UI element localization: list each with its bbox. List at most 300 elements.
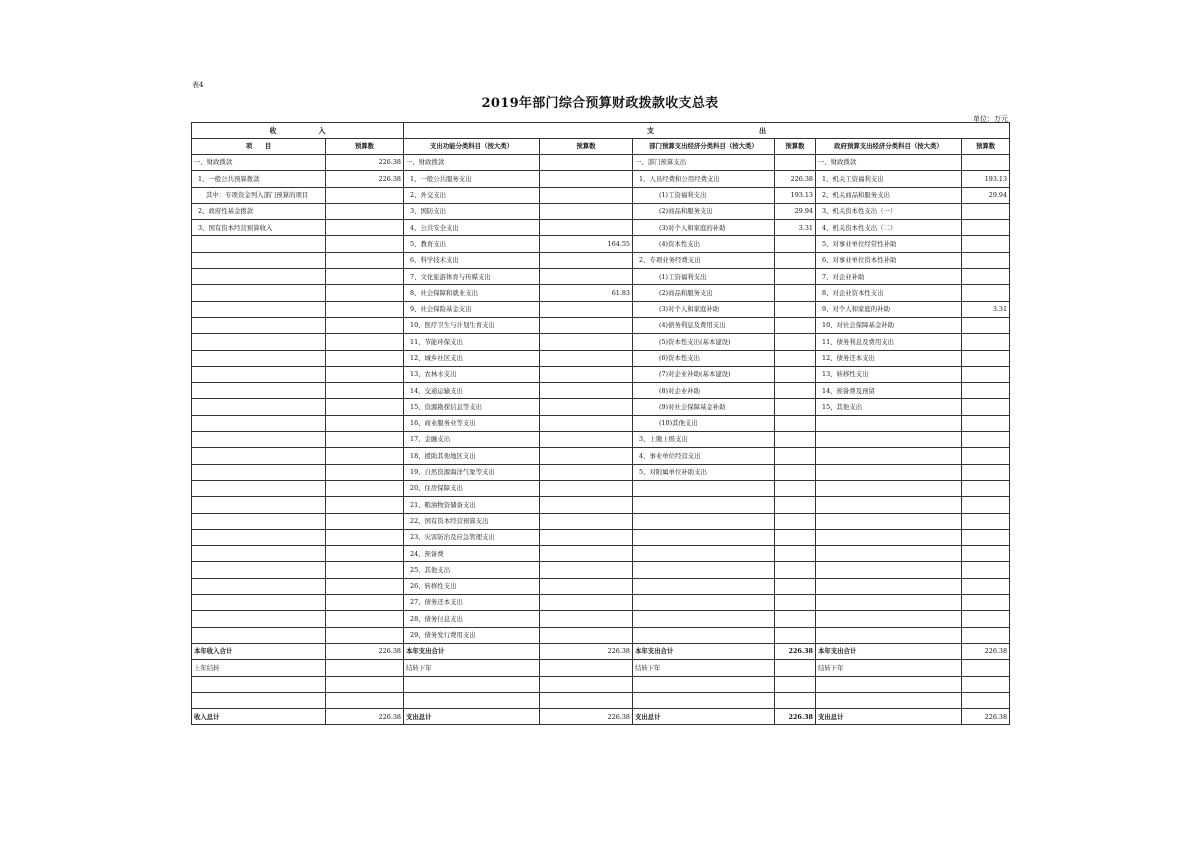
budget-amount-cell: [775, 611, 816, 627]
table-row: [192, 529, 1010, 545]
item-name-cell: [192, 317, 326, 333]
budget-amount-cell: 3.31: [962, 301, 1010, 317]
budget-amount-cell: [962, 203, 1010, 219]
item-name-cell: [192, 383, 326, 399]
budget-amount-cell: [962, 513, 1010, 529]
budget-amount-cell: [962, 578, 1010, 594]
budget-amount-cell: [540, 269, 633, 285]
budget-amount-cell: [775, 448, 816, 464]
item-name-cell: 4、公共安全支出: [404, 220, 540, 236]
budget-amount-cell: [962, 432, 1010, 448]
budget-amount-cell: [962, 611, 1010, 627]
empty-cell: [192, 676, 326, 692]
budget-amount-cell: [775, 350, 816, 366]
item-name-cell: [192, 350, 326, 366]
budget-amount-cell: 3.31: [775, 220, 816, 236]
item-name-cell: (6)资本性支出: [633, 350, 775, 366]
item-name-cell: [816, 546, 962, 562]
item-name-cell: 1、人员经费和公用经费支出: [633, 171, 775, 187]
item-name-cell: 一、财政拨款: [192, 155, 326, 171]
budget-amount-cell: [540, 203, 633, 219]
budget-amount-cell: [962, 334, 1010, 350]
total-label-cell: 支出总计: [404, 709, 540, 725]
budget-amount-cell: [326, 399, 404, 415]
budget-amount-cell: [775, 546, 816, 562]
item-name-cell: (5)资本性支出(基本建设): [633, 334, 775, 350]
table-row: [192, 317, 1010, 333]
empty-cell: [326, 676, 404, 692]
item-name-cell: (3)对个人和家庭的补助: [633, 220, 775, 236]
item-name-cell: 22、国有资本经营预算支出: [404, 513, 540, 529]
item-name-cell: 5、教育支出: [404, 236, 540, 252]
budget-amount-cell: [775, 285, 816, 301]
item-name-cell: [816, 415, 962, 431]
item-name-cell: 13、农林水支出: [404, 366, 540, 382]
budget-amount-cell: [962, 350, 1010, 366]
budget-amount-cell: [962, 252, 1010, 268]
item-name-cell: 28、债务付息支出: [404, 611, 540, 627]
item-name-cell: 1、机关工资福利支出: [816, 171, 962, 187]
item-name-cell: [192, 562, 326, 578]
budget-amount-cell: [540, 611, 633, 627]
budget-amount-cell: 29.94: [962, 187, 1010, 203]
col-dept-econ-header: 部门预算支出经济分类科目（按大类）: [633, 139, 775, 155]
item-name-cell: 11、节能环保支出: [404, 334, 540, 350]
item-name-cell: [816, 464, 962, 480]
item-name-cell: [816, 480, 962, 496]
budget-amount-cell: [540, 350, 633, 366]
item-name-cell: [192, 611, 326, 627]
item-name-cell: 15、资源勘探信息等支出: [404, 399, 540, 415]
empty-cell: [775, 660, 816, 676]
budget-amount-cell: [962, 220, 1010, 236]
item-name-cell: 3、国防支出: [404, 203, 540, 219]
item-name-cell: 8、对企业资本性支出: [816, 285, 962, 301]
col-budget-header: 预算数: [540, 139, 633, 155]
table-row: [192, 366, 1010, 382]
item-name-cell: [816, 595, 962, 611]
table-row: [192, 513, 1010, 529]
col-budget-header: 预算数: [962, 139, 1010, 155]
budget-amount-cell: [540, 595, 633, 611]
budget-amount-cell: [540, 529, 633, 545]
item-name-cell: (9)对社会保障基金补助: [633, 399, 775, 415]
carry-label-cell: 结转下年: [816, 660, 962, 676]
budget-amount-cell: [962, 562, 1010, 578]
budget-amount-cell: [540, 480, 633, 496]
item-name-cell: (1)工资福利支出: [633, 269, 775, 285]
blank-row: [192, 676, 1010, 692]
budget-amount-cell: [326, 432, 404, 448]
item-name-cell: 8、社会保障和就业支出: [404, 285, 540, 301]
budget-amount-cell: [775, 399, 816, 415]
budget-amount-cell: [775, 432, 816, 448]
empty-cell: [962, 660, 1010, 676]
item-name-cell: [633, 578, 775, 594]
table-row: [192, 220, 1010, 236]
item-name-cell: [192, 497, 326, 513]
item-name-cell: [816, 448, 962, 464]
item-name-cell: 9、社会保险基金支出: [404, 301, 540, 317]
table-row: [192, 350, 1010, 366]
table-row: [192, 399, 1010, 415]
item-name-cell: 26、转移性支出: [404, 578, 540, 594]
item-name-cell: 3、上缴上级支出: [633, 432, 775, 448]
budget-amount-cell: [962, 627, 1010, 643]
budget-amount-cell: [540, 513, 633, 529]
budget-amount-cell: [326, 301, 404, 317]
item-name-cell: 6、对事业单位资本性补助: [816, 252, 962, 268]
budget-amount-cell: [775, 269, 816, 285]
document-title: 2019年部门综合预算财政拨款收支总表: [481, 96, 719, 111]
item-name-cell: [633, 480, 775, 496]
table-row: [192, 480, 1010, 496]
item-name-cell: [633, 513, 775, 529]
item-name-cell: 其中：专项资金列入部门预算的项目: [192, 187, 326, 203]
empty-cell: [192, 692, 326, 708]
budget-amount-cell: [540, 627, 633, 643]
item-name-cell: (4)债务利息及费用支出: [633, 317, 775, 333]
budget-amount-cell: [326, 366, 404, 382]
table-row: [192, 546, 1010, 562]
item-name-cell: [192, 415, 326, 431]
item-name-cell: 25、其他支出: [404, 562, 540, 578]
budget-amount-cell: [775, 627, 816, 643]
budget-amount-cell: [540, 464, 633, 480]
budget-amount-cell: [540, 448, 633, 464]
empty-cell: [326, 692, 404, 708]
budget-amount-cell: [962, 285, 1010, 301]
budget-amount-cell: [962, 415, 1010, 431]
item-name-cell: 24、预备费: [404, 546, 540, 562]
budget-amount-cell: [326, 627, 404, 643]
item-name-cell: (7)对企业补助(基本建设): [633, 366, 775, 382]
budget-amount-cell: [540, 399, 633, 415]
total-amount-cell: 226.38: [775, 709, 816, 725]
empty-cell: [404, 676, 540, 692]
budget-amount-cell: [326, 269, 404, 285]
table-row: [192, 252, 1010, 268]
carry-label-cell: 上年结转: [192, 660, 326, 676]
budget-amount-cell: [962, 529, 1010, 545]
item-name-cell: 9、对个人和家庭的补助: [816, 301, 962, 317]
item-name-cell: [192, 513, 326, 529]
item-name-cell: 5、对事业单位经常性补助: [816, 236, 962, 252]
table-row: [192, 285, 1010, 301]
budget-amount-cell: [962, 399, 1010, 415]
item-name-cell: [192, 627, 326, 643]
budget-amount-cell: 226.38: [326, 171, 404, 187]
carry-over-row: [192, 660, 1010, 676]
budget-amount-cell: [326, 350, 404, 366]
item-name-cell: 3、机关资本性支出（一）: [816, 203, 962, 219]
budget-amount-cell: [962, 448, 1010, 464]
item-name-cell: [192, 432, 326, 448]
table-row: [192, 464, 1010, 480]
item-name-cell: [192, 252, 326, 268]
col-func-header: 支出功能分类科目（按大类）: [404, 139, 540, 155]
item-name-cell: [192, 595, 326, 611]
budget-amount-cell: [540, 155, 633, 171]
budget-amount-cell: [962, 383, 1010, 399]
budget-amount-cell: [326, 611, 404, 627]
budget-amount-cell: [775, 301, 816, 317]
budget-amount-cell: [326, 220, 404, 236]
total-label-cell: 本年支出合计: [633, 643, 775, 659]
carry-label-cell: 结转下年: [633, 660, 775, 676]
table-row: [192, 236, 1010, 252]
budget-amount-cell: [326, 203, 404, 219]
table-row: [192, 448, 1010, 464]
item-name-cell: [192, 448, 326, 464]
item-name-cell: (2)商品和服务支出: [633, 203, 775, 219]
item-name-cell: 10、对社会保障基金补助: [816, 317, 962, 333]
budget-amount-cell: 61.83: [540, 285, 633, 301]
item-name-cell: [192, 366, 326, 382]
budget-amount-cell: [326, 546, 404, 562]
budget-amount-cell: [962, 497, 1010, 513]
budget-amount-cell: [775, 595, 816, 611]
budget-amount-cell: [540, 171, 633, 187]
item-name-cell: 11、债务利息及费用支出: [816, 334, 962, 350]
budget-amount-cell: [540, 415, 633, 431]
year-total-row: [192, 643, 1010, 659]
item-name-cell: 6、科学技术支出: [404, 252, 540, 268]
budget-amount-cell: [326, 448, 404, 464]
table-row: [192, 578, 1010, 594]
budget-amount-cell: [540, 546, 633, 562]
item-name-cell: 19、自然资源海洋气象等支出: [404, 464, 540, 480]
budget-amount-cell: [775, 497, 816, 513]
blank-row: [192, 692, 1010, 708]
empty-cell: [962, 676, 1010, 692]
item-name-cell: [633, 497, 775, 513]
budget-amount-cell: [775, 562, 816, 578]
budget-amount-cell: [540, 252, 633, 268]
budget-amount-cell: [775, 513, 816, 529]
item-name-cell: 1、一般公共预算拨款: [192, 171, 326, 187]
budget-amount-cell: [775, 578, 816, 594]
budget-amount-cell: [540, 562, 633, 578]
item-name-cell: [633, 529, 775, 545]
item-name-cell: [192, 480, 326, 496]
empty-cell: [816, 676, 962, 692]
total-amount-cell: 226.38: [962, 643, 1010, 659]
item-name-cell: [816, 529, 962, 545]
item-name-cell: [192, 546, 326, 562]
item-name-cell: 21、粮油物资储备支出: [404, 497, 540, 513]
col-gov-econ-header: 政府预算支出经济分类科目（按大类）: [816, 139, 962, 155]
item-name-cell: [192, 236, 326, 252]
budget-amount-cell: [962, 480, 1010, 496]
budget-amount-cell: 226.38: [326, 155, 404, 171]
item-name-cell: [633, 627, 775, 643]
table-row: [192, 155, 1010, 171]
budget-amount-cell: [540, 220, 633, 236]
budget-amount-cell: [540, 578, 633, 594]
budget-amount-cell: [326, 480, 404, 496]
empty-cell: [633, 692, 775, 708]
total-label-cell: 本年收入合计: [192, 643, 326, 659]
item-name-cell: 15、其他支出: [816, 399, 962, 415]
item-name-cell: 7、对企业补助: [816, 269, 962, 285]
budget-amount-cell: [775, 480, 816, 496]
table-row: [192, 203, 1010, 219]
budget-amount-cell: 193.13: [775, 187, 816, 203]
item-name-cell: 2、外交支出: [404, 187, 540, 203]
item-name-cell: [816, 497, 962, 513]
budget-amount-cell: 193.13: [962, 171, 1010, 187]
budget-summary-table: [191, 122, 1010, 725]
budget-amount-cell: 164.55: [540, 236, 633, 252]
col-item-header: 项 目: [192, 139, 326, 155]
item-name-cell: 17、金融支出: [404, 432, 540, 448]
item-name-cell: 2、政府性基金拨款: [192, 203, 326, 219]
budget-amount-cell: 226.38: [775, 171, 816, 187]
item-name-cell: 20、住房保障支出: [404, 480, 540, 496]
budget-amount-cell: [962, 366, 1010, 382]
table-row: [192, 432, 1010, 448]
budget-amount-cell: [775, 236, 816, 252]
item-name-cell: [816, 432, 962, 448]
total-label-cell: 本年支出合计: [816, 643, 962, 659]
budget-amount-cell: [540, 497, 633, 513]
item-name-cell: 一、部门预算支出: [633, 155, 775, 171]
item-name-cell: 13、转移性支出: [816, 366, 962, 382]
budget-amount-cell: [962, 464, 1010, 480]
budget-amount-cell: [540, 432, 633, 448]
empty-cell: [775, 676, 816, 692]
empty-cell: [326, 660, 404, 676]
item-name-cell: 2、机关商品和服务支出: [816, 187, 962, 203]
budget-amount-cell: [962, 269, 1010, 285]
empty-cell: [775, 692, 816, 708]
grand-total-row: [192, 709, 1010, 725]
item-name-cell: 1、一般公共服务支出: [404, 171, 540, 187]
item-name-cell: (10)其他支出: [633, 415, 775, 431]
item-name-cell: 一、财政拨款: [816, 155, 962, 171]
budget-amount-cell: [326, 578, 404, 594]
budget-amount-cell: [775, 464, 816, 480]
item-name-cell: [816, 578, 962, 594]
budget-amount-cell: [775, 317, 816, 333]
budget-amount-cell: [775, 366, 816, 382]
budget-amount-cell: [326, 383, 404, 399]
item-name-cell: 14、交通运输支出: [404, 383, 540, 399]
budget-amount-cell: [326, 529, 404, 545]
header-row-2: [192, 139, 1010, 155]
total-label-cell: 支出总计: [816, 709, 962, 725]
empty-cell: [633, 676, 775, 692]
item-name-cell: [192, 301, 326, 317]
budget-amount-cell: [326, 334, 404, 350]
empty-cell: [540, 692, 633, 708]
expense-header: 支 出: [404, 123, 1010, 139]
total-amount-cell: 226.38: [540, 709, 633, 725]
budget-amount-cell: [326, 236, 404, 252]
budget-amount-cell: [540, 317, 633, 333]
income-header: 收 入: [192, 123, 404, 139]
total-amount-cell: 226.38: [326, 643, 404, 659]
item-name-cell: [192, 464, 326, 480]
table-row: [192, 334, 1010, 350]
item-name-cell: [816, 513, 962, 529]
carry-label-cell: 结转下年: [404, 660, 540, 676]
budget-amount-cell: [962, 236, 1010, 252]
item-name-cell: 4、机关资本性支出（二）: [816, 220, 962, 236]
item-name-cell: [816, 562, 962, 578]
budget-amount-cell: [326, 187, 404, 203]
item-name-cell: 16、商业服务业等支出: [404, 415, 540, 431]
budget-amount-cell: [326, 285, 404, 301]
table-row: [192, 497, 1010, 513]
item-name-cell: 12、城乡社区支出: [404, 350, 540, 366]
item-name-cell: 18、援助其他地区支出: [404, 448, 540, 464]
empty-cell: [962, 692, 1010, 708]
item-name-cell: 5、对附属单位补助支出: [633, 464, 775, 480]
budget-amount-cell: [326, 595, 404, 611]
total-label-cell: 本年支出合计: [404, 643, 540, 659]
budget-amount-cell: [540, 334, 633, 350]
item-name-cell: (2)商品和服务支出: [633, 285, 775, 301]
item-name-cell: 7、文化旅游体育与传媒支出: [404, 269, 540, 285]
item-name-cell: [816, 611, 962, 627]
budget-amount-cell: [775, 252, 816, 268]
budget-amount-cell: [326, 415, 404, 431]
empty-cell: [404, 692, 540, 708]
item-name-cell: 一、财政拨款: [404, 155, 540, 171]
item-name-cell: 12、债务还本支出: [816, 350, 962, 366]
item-name-cell: (4)资本性支出: [633, 236, 775, 252]
item-name-cell: 2、专项业务经费支出: [633, 252, 775, 268]
table-number-label: 表4: [192, 81, 204, 89]
table-row: [192, 269, 1010, 285]
budget-amount-cell: [962, 155, 1010, 171]
table-row: [192, 383, 1010, 399]
budget-amount-cell: [775, 383, 816, 399]
item-name-cell: [192, 334, 326, 350]
item-name-cell: 4、事业单位经营支出: [633, 448, 775, 464]
col-budget-header: 预算数: [326, 139, 404, 155]
budget-amount-cell: [326, 252, 404, 268]
item-name-cell: 10、医疗卫生与计划生育支出: [404, 317, 540, 333]
item-name-cell: 29、债务发行费用支出: [404, 627, 540, 643]
empty-cell: [540, 676, 633, 692]
total-amount-cell: 226.38: [775, 643, 816, 659]
budget-amount-cell: [326, 317, 404, 333]
table-row: [192, 171, 1010, 187]
table-row: [192, 627, 1010, 643]
item-name-cell: [816, 627, 962, 643]
total-label-cell: 收入总计: [192, 709, 326, 725]
budget-amount-cell: [962, 317, 1010, 333]
item-name-cell: [633, 562, 775, 578]
item-name-cell: (8)对企业补助: [633, 383, 775, 399]
item-name-cell: (3)对个人和家庭补助: [633, 301, 775, 317]
total-amount-cell: 226.38: [962, 709, 1010, 725]
table-row: [192, 611, 1010, 627]
budget-amount-cell: [326, 497, 404, 513]
unit-label: 单位：万元: [973, 115, 1008, 123]
budget-amount-cell: [326, 562, 404, 578]
item-name-cell: 27、债务还本支出: [404, 595, 540, 611]
budget-amount-cell: [775, 529, 816, 545]
budget-amount-cell: [326, 513, 404, 529]
item-name-cell: [633, 595, 775, 611]
item-name-cell: 14、预备费及预留: [816, 383, 962, 399]
item-name-cell: [633, 611, 775, 627]
table-row: [192, 415, 1010, 431]
